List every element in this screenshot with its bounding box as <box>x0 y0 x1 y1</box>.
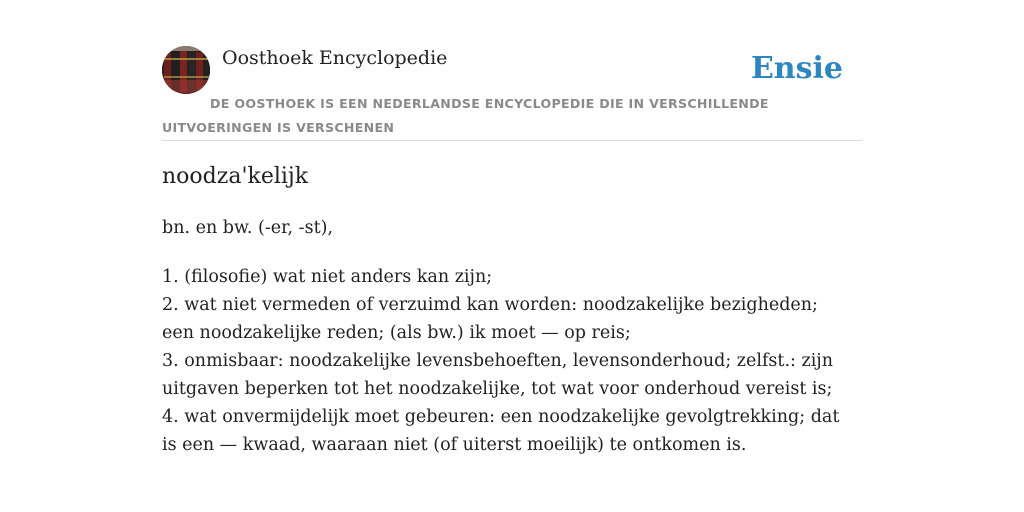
source-description: DE OOSTHOEK IS EEN NEDERLANDSE ENCYCLOPEDIE DIE IN VERSCHILLENDE UITVOERINGEN IS VERSCHENEN <box>162 96 769 135</box>
encyclopedia-books-avatar[interactable] <box>162 46 210 94</box>
source-name[interactable]: Oosthoek Encyclopedie <box>222 47 448 69</box>
sense-item: 1. (filosofie) wat niet anders kan zijn; <box>162 267 493 287</box>
ensie-logo-link[interactable]: Ensie <box>750 51 843 86</box>
entry-grammar: bn. en bw. (-er, -st), <box>162 218 334 238</box>
entry-senses <box>162 263 852 459</box>
books-icon <box>162 46 210 94</box>
entry-headword: noodza'kelijk <box>162 164 309 189</box>
sense-item: 3. onmisbaar: noodzakelijke levensbehoeften, levensonderhoud; zelfst.: zijn uitgaven beperken tot het noodzakelijke, tot wat voor onderhoud vereist is; <box>162 351 833 399</box>
sense-item: 2. wat niet vermeden of verzuimd kan worden: noodzakelijke bezigheden; een noodzakelijke reden; (als bw.) ik moet — op reis; <box>162 295 818 343</box>
page-header <box>162 46 862 141</box>
sense-item: 4. wat onvermijdelijk moet gebeuren: een noodzakelijke gevolgtrekking; dat is een — kwaad, waaraan niet (of uiterst moeilijk) te ontkomen is. <box>162 407 840 455</box>
